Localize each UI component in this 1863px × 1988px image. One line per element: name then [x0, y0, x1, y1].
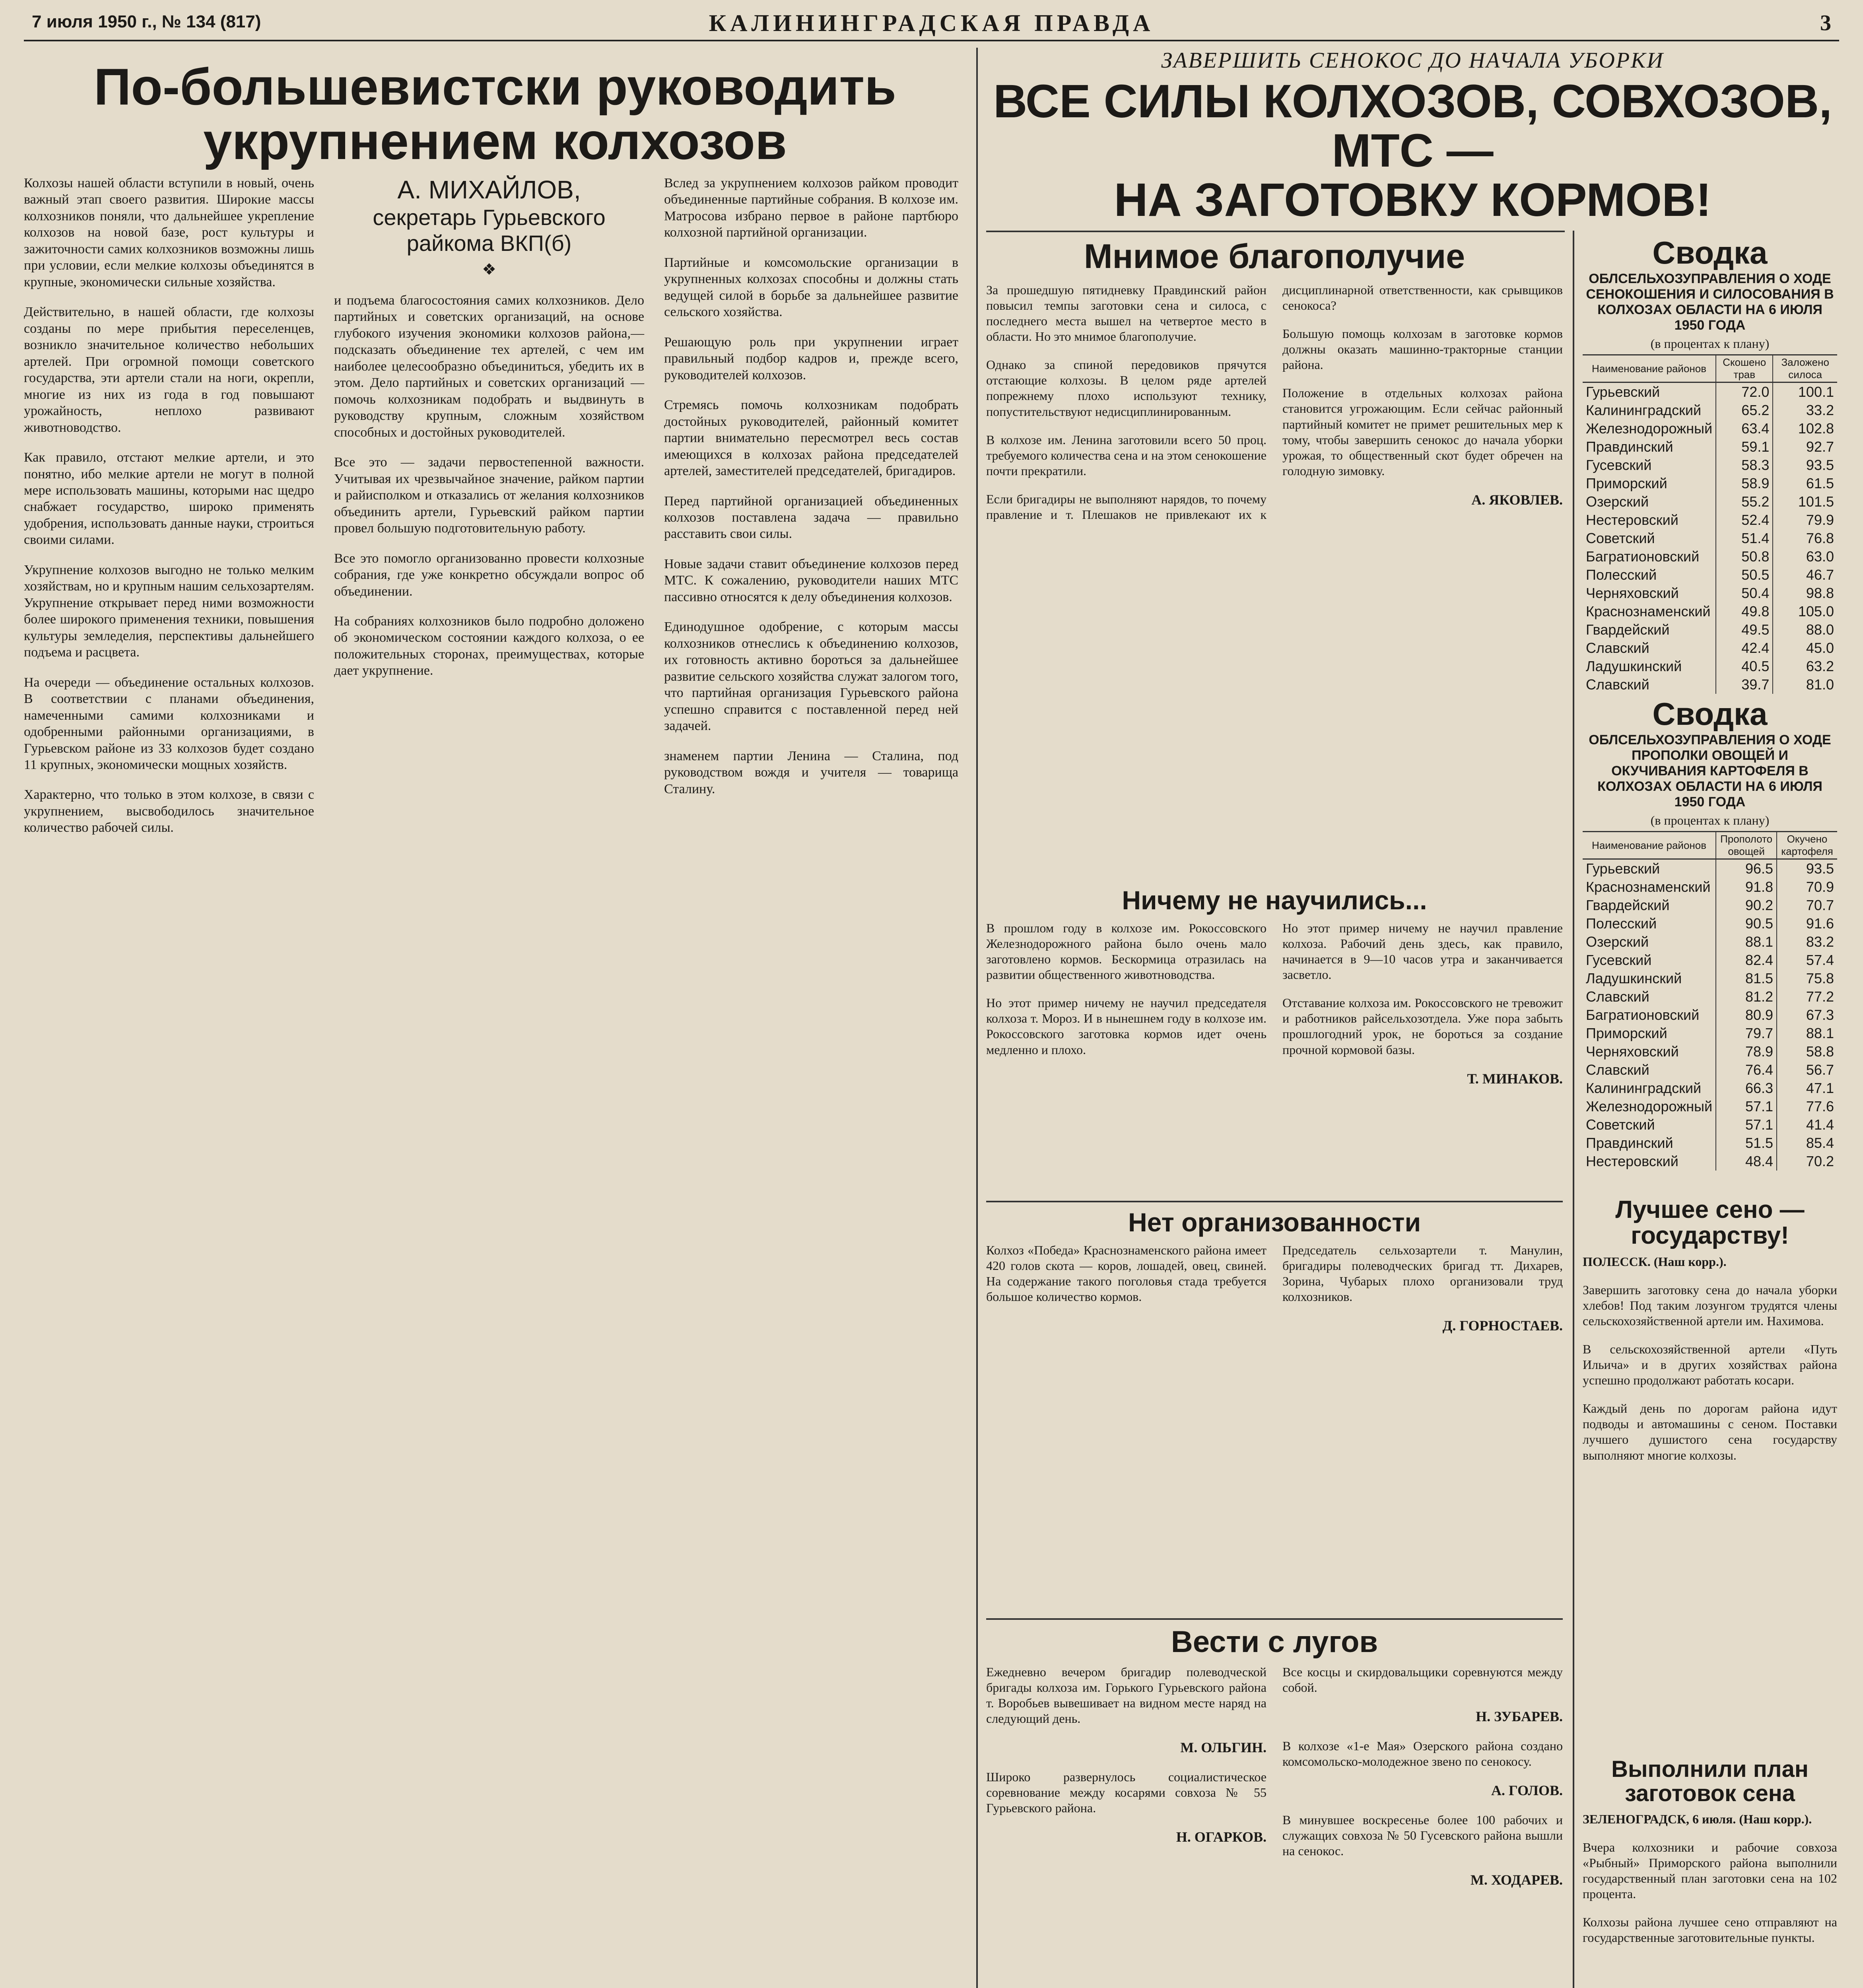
table-row: [1583, 896, 1837, 914]
percent-cell: 81.0: [1773, 676, 1837, 694]
district-name-cell: Озерский: [1586, 934, 1649, 950]
svodka-2: [1583, 696, 1837, 1171]
percent-cell: 78.9: [1716, 1043, 1777, 1061]
article-author: М. ОЛЬГИН.: [1180, 1739, 1267, 1755]
percent-cell: 70.9: [1777, 878, 1837, 896]
district-name-cell: Калининградский: [1586, 402, 1702, 418]
table-row: [1583, 639, 1837, 657]
percent-cell: 72.0: [1716, 382, 1773, 402]
percent-cell: 81.5: [1716, 969, 1777, 988]
column-divider: [1573, 231, 1574, 1988]
district-name-cell: Гвардейский: [1586, 897, 1670, 913]
district-name-cell: Черняховский: [1586, 1043, 1679, 1060]
percent-cell: 70.2: [1777, 1152, 1837, 1171]
lead-paragraph: Укрупнение колхозов выгодно не только мелким хозяйствам, но и крупным нашим сельхозартелям. Укрупнение открывает перед ними возможности более широкого применения техники, повышения культуры земледелия, перспективы дальнейшего подъема и расцвета.: [24, 562, 314, 660]
lead-paragraph: Вслед за укрупнением колхозов райком проводит объединенные партийные собрания. В колхозе им. Матросова избрано первое в районе партбюро колхозной партийной организации.: [664, 176, 958, 240]
district-name-cell: Гусевский: [1586, 952, 1652, 968]
percent-cell: 88.0: [1773, 621, 1837, 639]
district-name-cell: Гвардейский: [1586, 621, 1670, 638]
svodka-1: [1583, 235, 1837, 694]
masthead: [24, 8, 1839, 41]
table-row: [1583, 547, 1837, 566]
table-row: [1583, 474, 1837, 493]
percent-cell: 39.7: [1716, 676, 1773, 694]
article-paragraph: Все косцы и скирдовальщики соревнуются между собой.: [1282, 1664, 1563, 1695]
article-paragraph: Колхозы района лучшее сено отправляют на государственные заготовительные пункты.: [1583, 1914, 1837, 1945]
percent-cell: 42.4: [1716, 639, 1773, 657]
district-name-cell: Черняховский: [1586, 585, 1679, 601]
svodka-title: Сводка: [1652, 235, 1768, 270]
district-name-cell: Калининградский: [1586, 1080, 1702, 1096]
percent-cell: 59.1: [1716, 438, 1773, 456]
article-paragraph: Вчера колхозники и рабочие совхоза «Рыбный» Приморского района выполнили государственный план заготовки сена на 102 процента.: [1583, 1840, 1837, 1901]
district-name-cell: Приморский: [1586, 1025, 1667, 1041]
dateline: ЗЕЛЕНОГРАДСК, 6 июля. (Наш корр.).: [1583, 1811, 1812, 1826]
lead-article-title: По-большевистски руководить укрупнением колхозов: [94, 58, 896, 170]
percent-cell: 90.5: [1716, 914, 1777, 933]
svodka-table: [1583, 354, 1837, 694]
article-paragraph: Однако за спиной передовиков прячутся отстающие колхозы. В целом ряде артелей попрежнему плохо используют технику, попустительствуют недисциплинированным.: [986, 357, 1267, 419]
article-title: Выполнили план заготовок сена: [1611, 1756, 1809, 1806]
lead-paragraph: Все это помогло организованно провести колхозные собрания, где уже конкретно обсуждали вопрос об объединении.: [334, 551, 644, 599]
table-row: [1583, 438, 1837, 456]
article-paragraph: В колхозе «1-е Мая» Озерского района создано комсомольско-молодежное звено по сенокосу.: [1282, 1738, 1563, 1769]
lead-column-3: [664, 175, 958, 811]
article-author: Н. ОГАРКОВ.: [1176, 1829, 1267, 1845]
percent-cell: 50.4: [1716, 584, 1773, 602]
percent-cell: 70.7: [1777, 896, 1837, 914]
percent-cell: 58.3: [1716, 456, 1773, 474]
district-name-cell: Гусевский: [1586, 457, 1652, 473]
percent-cell: 81.2: [1716, 988, 1777, 1006]
percent-cell: 98.8: [1773, 584, 1837, 602]
table-row: [1583, 657, 1837, 676]
lead-paragraph: Как правило, отстают мелкие артели, и это понятно, ибо мелкие артели не могут в полной мере использовать машины, которыми нас щедро снабжает государство, широко применять удобрения, использовать данные науки, строиться своими силами.: [24, 450, 314, 547]
article-paragraph: Завершить заготовку сена до начала уборки хлебов! Под таким лозунгом трудятся члены сельскохозяйственной артели им. Нахимова.: [1583, 1283, 1837, 1328]
district-name-cell: Советский: [1586, 530, 1655, 546]
article-paragraph: За прошедшую пятидневку Правдинский район повысил темпы заготовки сена и силоса, с последнего места вышел на четвертое место в области. Но это мнимое благополучие.: [986, 283, 1267, 344]
article-author: М. ХОДАРЕВ.: [1470, 1872, 1563, 1888]
district-name-cell: Приморский: [1586, 475, 1667, 491]
percent-cell: 100.1: [1773, 382, 1837, 402]
table-row: [1583, 1024, 1837, 1043]
banner-title-line-1: ВСЕ СИЛЫ КОЛХОЗОВ, СОВХОЗОВ, МТС —: [993, 75, 1832, 177]
percent-cell: 51.5: [1716, 1134, 1777, 1152]
lead-column-1: [24, 175, 314, 850]
percent-cell: 41.4: [1777, 1116, 1837, 1134]
table-row: [1583, 566, 1837, 584]
percent-cell: 80.9: [1716, 1006, 1777, 1024]
page-number: 3: [1820, 11, 1831, 35]
article-paragraph: Ежедневно вечером бригадир полеводческой бригады колхоза им. Горького Гурьевского района т. Воробьев вывешивает на видном месте наряд на следующий день.: [986, 1664, 1267, 1726]
district-name-cell: Озерский: [1586, 493, 1649, 510]
banner-title-line-2: НА ЗАГОТОВКУ КОРМОВ!: [1114, 173, 1711, 226]
lead-paragraph: На собраниях колхозников было подробно доложено об экономическом состоянии каждого колхоза, о ее положительных сторонах, преимуществах, которые дает укрупнение.: [334, 613, 644, 678]
percent-cell: 49.8: [1716, 602, 1773, 621]
svodka-units: (в процентах к плану): [1650, 813, 1770, 827]
lead-paragraph: Стремясь помочь колхозникам подобрать достойных руководителей, районный комитет партии внимательно пересмотрел весь состав имеющихся в колхозах района председателей артелей, заместителей председателей, бригадиров.: [664, 398, 958, 479]
article-title: Лучшее сено — государству!: [1615, 1196, 1805, 1250]
percent-cell: 102.8: [1773, 419, 1837, 438]
percent-cell: 88.1: [1716, 933, 1777, 951]
author-name: А. МИХАЙЛОВ,: [397, 175, 581, 204]
district-name-cell: Железнодорожный: [1586, 1098, 1713, 1114]
district-name-cell: Славский: [1586, 676, 1649, 693]
table-row: [1583, 1134, 1837, 1152]
article-paragraph: Широко развернулось социалистическое соревнование между косарями совхоза № 55 Гурьевского района.: [986, 1769, 1267, 1815]
table-row: [1583, 401, 1837, 419]
percent-cell: 63.0: [1773, 547, 1837, 566]
percent-cell: 85.4: [1777, 1134, 1837, 1152]
percent-cell: 63.2: [1773, 657, 1837, 676]
table-header: Скошено трав: [1716, 355, 1773, 382]
lead-paragraph: Новые задачи ставит объединение колхозов перед МТС. К сожалению, руководители наших МТС пассивно относятся к делу объединения колхозов.: [664, 556, 958, 604]
svodka-subtitle: ОБЛСЕЛЬХОЗУПРАВЛЕНИЯ О ХОДЕ СЕНОКОШЕНИЯ И СИЛОСОВАНИЯ В КОЛХОЗАХ ОБЛАСТИ НА 6 ИЮЛЯ 1950 ГОДА: [1586, 271, 1834, 333]
lead-paragraph: Перед партийной организацией объединенных колхозов поставлена задача — правильно расставить свои силы.: [664, 493, 958, 542]
table-row: [1583, 602, 1837, 621]
district-name-cell: Славский: [1586, 988, 1649, 1005]
table-row: [1583, 859, 1837, 878]
percent-cell: 93.5: [1773, 456, 1837, 474]
article-paragraph: В сельскохозяйственной артели «Путь Ильича» и в других хозяйствах района успешно продолжают работать косари.: [1583, 1342, 1837, 1388]
article-vypolnili: [1583, 1757, 1837, 1988]
percent-cell: 96.5: [1716, 859, 1777, 878]
table-row: [1583, 419, 1837, 438]
percent-cell: 83.2: [1777, 933, 1837, 951]
article-rule: [986, 1618, 1563, 1620]
article-vesti: [986, 1626, 1563, 1988]
lead-column-2: [334, 175, 644, 693]
district-name-cell: Славский: [1586, 1062, 1649, 1078]
district-name-cell: Полесский: [1586, 567, 1657, 583]
district-name-cell: Ладушкинский: [1586, 970, 1682, 986]
district-name-cell: Гурьевский: [1586, 860, 1660, 877]
banner-rule: [986, 231, 1565, 232]
percent-cell: 67.3: [1777, 1006, 1837, 1024]
percent-cell: 93.5: [1777, 859, 1837, 878]
lead-paragraph: знаменем партии Ленина — Сталина, под руководством вождя и учителя — товарища Сталину.: [664, 748, 958, 796]
article-paragraph: В прошлом году в колхозе им. Рокоссовского Железнодорожного района было очень мало заготовлено кормов. Бескормица отразилась на развитии общественного животноводства.: [986, 921, 1267, 982]
table-row: [1583, 1061, 1837, 1079]
lead-paragraph: Партийные и комсомольские организации в укрупненных колхозах способны и должны стать ведущей силой в борьбе за дальнейшее развитие сельского хозяйства.: [664, 255, 958, 320]
percent-cell: 51.4: [1716, 529, 1773, 547]
percent-cell: 105.0: [1773, 602, 1837, 621]
percent-cell: 50.5: [1716, 566, 1773, 584]
percent-cell: 90.2: [1716, 896, 1777, 914]
svodka-table: [1583, 831, 1837, 1171]
article-luchshee: [1583, 1197, 1837, 1730]
svodka-title: Сводка: [1652, 696, 1768, 732]
article-author: Д. ГОРНОСТАЕВ.: [1442, 1318, 1563, 1334]
percent-cell: 56.7: [1777, 1061, 1837, 1079]
percent-cell: 57.4: [1777, 951, 1837, 969]
article-paragraph: В колхозе им. Ленина заготовили всего 50 проц. требуемого количества сена и на этом сенокошение почти прекратили.: [986, 432, 1267, 478]
percent-cell: 82.4: [1716, 951, 1777, 969]
percent-cell: 48.4: [1716, 1152, 1777, 1171]
percent-cell: 77.6: [1777, 1097, 1837, 1116]
percent-cell: 58.9: [1716, 474, 1773, 493]
table-row: [1583, 878, 1837, 896]
percent-cell: 101.5: [1773, 493, 1837, 511]
table-row: [1583, 1152, 1837, 1171]
percent-cell: 57.1: [1716, 1116, 1777, 1134]
table-row: [1583, 511, 1837, 529]
article-paragraph: Но этот пример ничему не научил правление колхоза. Рабочий день здесь, как правило, начинается в 9—10 часов утра и заканчивается засветло.: [1282, 921, 1563, 982]
lead-paragraph: Единодушное одобрение, с которым массы колхозников отнеслись к объединению колхозов, их готовность активно бороться за дальнейшее развитие сельского хозяйства служат залогом того, что партийная организация Гурьевского района успешно справится с поставленной перед ней задачей.: [664, 619, 958, 734]
percent-cell: 77.2: [1777, 988, 1837, 1006]
district-name-cell: Правдинский: [1586, 439, 1673, 455]
percent-cell: 63.4: [1716, 419, 1773, 438]
percent-cell: 33.2: [1773, 401, 1837, 419]
percent-cell: 79.7: [1716, 1024, 1777, 1043]
percent-cell: 46.7: [1773, 566, 1837, 584]
percent-cell: 50.8: [1716, 547, 1773, 566]
newspaper-page: [24, 8, 1839, 1988]
article-paragraph: Если бригадиры не выполняют нарядов, то почему правление и т. Плешаков не привлекают их к дисциплинарной ответственности, как срывщиков сенокоса?: [986, 283, 1563, 522]
table-row: [1583, 493, 1837, 511]
table-row: [1583, 1006, 1837, 1024]
district-name-cell: Железнодорожный: [1586, 420, 1713, 437]
svodka-units: (в процентах к плану): [1650, 336, 1770, 351]
table-row: [1583, 1079, 1837, 1097]
lead-paragraph: Решающую роль при укрупнении играет правильный подбор кадров и, прежде всего, руководителей колхозов.: [664, 334, 958, 382]
district-name-cell: Краснознаменский: [1586, 603, 1711, 619]
banner-kicker: ЗАВЕРШИТЬ СЕНОКОС ДО НАЧАЛА УБОРКИ: [1161, 48, 1664, 73]
lead-paragraph: Колхозы нашей области вступили в новый, очень важный этап своего развития. Широкие массы колхозников поняли, что дальнейшее укрепление колхозов на новой базе, рост культуры и зажиточности самих колхозников возможны лишь при условии, если мелкие колхозы объединятся в крупные, экономически сильные хозяйства.: [24, 176, 314, 289]
district-name-cell: Ладушкинский: [1586, 658, 1682, 674]
table-row: [1583, 621, 1837, 639]
percent-cell: 57.1: [1716, 1097, 1777, 1116]
article-title: Вести с лугов: [1171, 1625, 1378, 1659]
table-header: Окучено картофеля: [1777, 832, 1837, 859]
article-paragraph: В минувшее воскресенье более 100 рабочих и служащих совхоза № 50 Гусевского района вышли на сенокос.: [1282, 1812, 1563, 1858]
column-divider: [976, 48, 978, 1988]
percent-cell: 88.1: [1777, 1024, 1837, 1043]
article-net: [986, 1209, 1563, 1614]
article-title: Нет организованности: [1128, 1208, 1421, 1237]
district-name-cell: Багратионовский: [1586, 548, 1700, 565]
lead-paragraph: Действительно, в нашей области, где колхозы созданы по мере прибытия переселенцев, возникло значительное количество небольших артелей. При огромной помощи советского государства, эти артели стали на ноги, окрепли, многие из них из года в год повышают урожайность, неплохо развивают животноводство.: [24, 305, 314, 435]
table-row: [1583, 456, 1837, 474]
table-header: Заложено силоса: [1773, 355, 1837, 382]
percent-cell: 40.5: [1716, 657, 1773, 676]
percent-cell: 61.5: [1773, 474, 1837, 493]
article-author: Н. ЗУБАРЕВ.: [1476, 1708, 1563, 1724]
district-name-cell: Славский: [1586, 640, 1649, 656]
table-row: [1583, 676, 1837, 694]
article-nichemu: [986, 887, 1563, 1189]
percent-cell: 49.5: [1716, 621, 1773, 639]
percent-cell: 47.1: [1777, 1079, 1837, 1097]
district-name-cell: Краснознаменский: [1586, 879, 1711, 895]
paper-name: КАЛИНИНГРАДСКАЯ ПРАВДА: [709, 10, 1154, 36]
table-row: [1583, 1097, 1837, 1116]
article-author: А. ГОЛОВ.: [1491, 1782, 1563, 1798]
table-row: [1583, 382, 1837, 402]
lead-article: [24, 48, 966, 1988]
table-row: [1583, 969, 1837, 988]
table-row: [1583, 988, 1837, 1006]
percent-cell: 58.8: [1777, 1043, 1837, 1061]
article-title: Мнимое благополучие: [1084, 237, 1465, 276]
article-paragraph: Колхоз «Победа» Краснознаменского района имеет 420 голов скота — коров, лошадей, овец, свиней. На содержание такого поголовья стада требуется большое количество кормов.: [986, 1243, 1267, 1304]
ornament-icon: ❖: [482, 260, 496, 278]
author-role: секретарь Гурьевского райкома ВКП(б): [373, 205, 606, 256]
percent-cell: 92.7: [1773, 438, 1837, 456]
district-name-cell: Нестеровский: [1586, 1153, 1678, 1169]
table-row: [1583, 914, 1837, 933]
article-title: Ничему не научились...: [1122, 885, 1427, 915]
article-rule: [986, 1201, 1563, 1202]
percent-cell: 45.0: [1773, 639, 1837, 657]
article-author: Т. МИНАКОВ.: [1467, 1070, 1563, 1087]
district-name-cell: Советский: [1586, 1116, 1655, 1133]
district-name-cell: Багратионовский: [1586, 1007, 1700, 1023]
article-mnimoe: [986, 239, 1563, 875]
article-paragraph: Но этот пример ничему не научил председателя колхоза т. Мороз. И в нынешнем году в колхозе им. Рокоссовского заготовка кормов идет очень медленно и плохо.: [986, 996, 1267, 1057]
article-paragraph: Большую помощь колхозам в заготовке кормов должны оказать машинно-тракторные станции района.: [1282, 326, 1563, 372]
percent-cell: 76.8: [1773, 529, 1837, 547]
percent-cell: 65.2: [1716, 401, 1773, 419]
article-paragraph: Каждый день по дорогам района идут подводы и автомашины с сеном. Поставки лучшего душистого сена государству выполняют многие колхозы.: [1583, 1401, 1837, 1462]
percent-cell: 66.3: [1716, 1079, 1777, 1097]
table-row: [1583, 951, 1837, 969]
lead-paragraph: На очереди — объединение остальных колхозов. В соответствии с планами объединения, намеченными самими колхозниками и одобренными районными организациями, в Гурьевском районе из 33 колхозов будет создано 11 крупных, экономически мощных хозяйств.: [24, 675, 314, 772]
district-name-cell: Нестеровский: [1586, 512, 1678, 528]
percent-cell: 75.8: [1777, 969, 1837, 988]
table-header: Прополото овощей: [1716, 832, 1777, 859]
dateline: ПОЛЕССК. (Наш корр.).: [1583, 1254, 1727, 1269]
district-name-cell: Гурьевский: [1586, 384, 1660, 400]
table-row: [1583, 1043, 1837, 1061]
article-author: А. ЯКОВЛЕВ.: [1471, 491, 1563, 508]
district-name-cell: Полесский: [1586, 915, 1657, 932]
table-header: Наименование районов: [1583, 355, 1716, 382]
article-paragraph: Положение в отдельных колхозах района становится угрожающим. Если сейчас районный партийный комитет не примет решительных мер к тому, чтобы завершить сенокос до начала уборки урожая, то общественный скот будет обречен на голодную зимовку.: [1282, 386, 1563, 478]
article-paragraph: Отставание колхоза им. Рокоссовского не тревожит и работников райсельхозотдела. Уже пора забыть прошлогодний урок, не бороться за создание прочной кормовой базы.: [1282, 996, 1563, 1057]
article-paragraph: Председатель сельхозартели т. Манулин, бригадиры полеводческих бригад тт. Дихарев, Зорина, Чубарых плохо организовали труд колхозников.: [1282, 1243, 1563, 1304]
table-row: [1583, 933, 1837, 951]
svodka-subtitle: ОБЛСЕЛЬХОЗУПРАВЛЕНИЯ О ХОДЕ ПРОПОЛКИ ОВОЩЕЙ И ОКУЧИВАНИЯ КАРТОФЕЛЯ В КОЛХОЗАХ ОБЛАСТИ НА 6 ИЮЛЯ 1950 ГОДА: [1589, 732, 1831, 810]
lead-paragraph: и подъема благосостояния самих колхозников. Дело партийных и советских организаций, на основе глубокого изучения экономики колхозов района,— подсказать объединение тех артелей, с чем им наиболее целесообразно объединиться, убедить их в этом. Дело партийных и советских организаций — помочь колхозникам подобрать и выдвинуть в руководству крупным, сложным хозяйством способных и достойных руководителей.: [334, 293, 644, 440]
table-row: [1583, 529, 1837, 547]
percent-cell: 91.8: [1716, 878, 1777, 896]
lead-paragraph: Характерно, что только в этом колхозе, в связи с укрупнением, высвободилось значительное количество рабочей силы.: [24, 787, 314, 835]
percent-cell: 79.9: [1773, 511, 1837, 529]
percent-cell: 55.2: [1716, 493, 1773, 511]
issue-date: 7 июля 1950 г., № 134 (817): [32, 12, 261, 31]
table-header: Наименование районов: [1583, 832, 1716, 859]
percent-cell: 91.6: [1777, 914, 1837, 933]
lead-paragraph: Все это — задачи первостепенной важности. Учитывая их чрезвычайное значение, райком партии и райисполком и отказались от желания колхозников объединить артели, Гурьевский райком партии провел большую подготовительную работу.: [334, 455, 644, 536]
percent-cell: 76.4: [1716, 1061, 1777, 1079]
district-name-cell: Правдинский: [1586, 1135, 1673, 1151]
banner: [986, 48, 1839, 254]
table-row: [1583, 1116, 1837, 1134]
table-row: [1583, 584, 1837, 602]
percent-cell: 52.4: [1716, 511, 1773, 529]
